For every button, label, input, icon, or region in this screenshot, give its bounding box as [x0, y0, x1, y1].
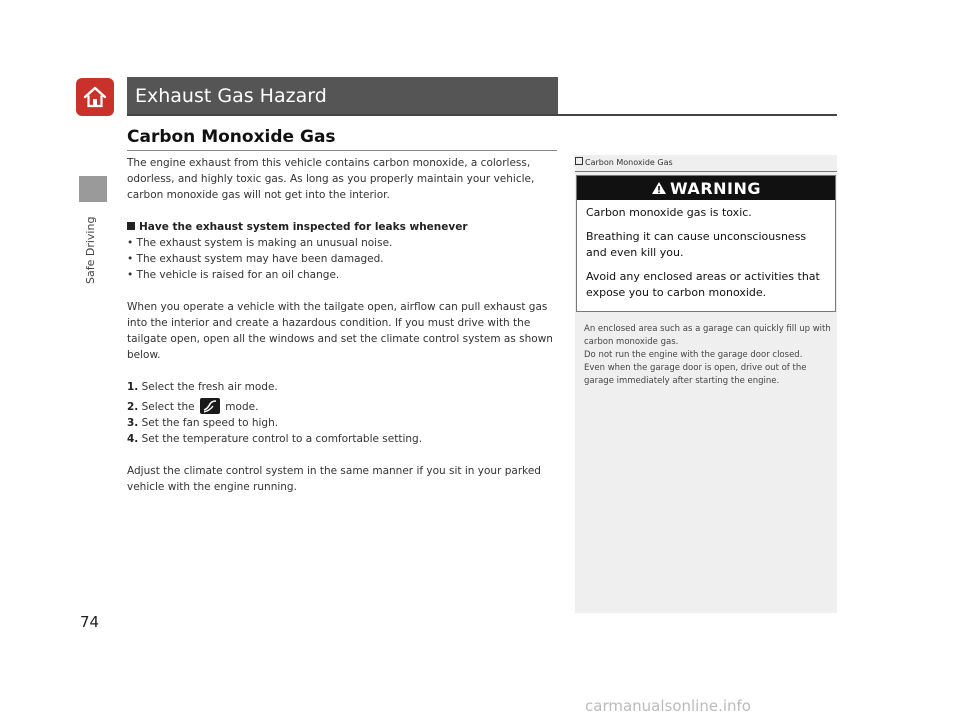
warning-header [577, 176, 835, 200]
step-text: Select the fresh air mode. [141, 381, 278, 393]
step-text: mode. [225, 401, 259, 413]
step-text: Set the fan speed to high. [141, 417, 279, 429]
intro-paragraph: The engine exhaust from this vehicle contains carbon monoxide, a colorless, odorless, and highly toxic gas. As long as you properly maintain your vehicle, carbon monoxide gas will not get into the interior. [127, 157, 535, 201]
page-title-bar [127, 77, 558, 115]
tailgate-paragraph: When you operate a vehicle with the tailgate open, airflow can pull exhaust gas into the interior and create a hazardous condition. If you must drive with the tailgate open, open all the windows and set the climate control system as shown below. [127, 301, 553, 361]
note-heading [575, 157, 837, 172]
list-item: • The vehicle is raised for an oil change. [127, 269, 340, 281]
step-item [127, 379, 559, 395]
section-side-label: Safe Driving [84, 216, 97, 284]
note-line: Do not run the engine with the garage door closed. [584, 350, 803, 360]
step-number: 2. [127, 401, 139, 413]
note-heading-text: Carbon Monoxide Gas [585, 158, 673, 167]
step-text: Select the [141, 401, 195, 413]
step-number: 3. [127, 417, 139, 429]
sidebar-notes-panel [575, 155, 837, 613]
square-bullet-icon [127, 222, 135, 230]
warning-line: Avoid any enclosed areas or activities that expose you to carbon monoxide. [586, 270, 820, 299]
warning-line: Breathing it can cause unconsciousness and even kill you. [586, 230, 807, 259]
note-line: An enclosed area such as a garage can quickly fill up with carbon monoxide gas. [584, 324, 831, 347]
climate-mode-icon [200, 398, 220, 414]
step-item [127, 431, 559, 447]
note-text [584, 323, 832, 388]
page-title: Exhaust Gas Hazard [135, 85, 327, 107]
home-button[interactable] [76, 78, 114, 116]
step-number: 1. [127, 381, 139, 393]
watermark: carmanualsonline.info [585, 697, 751, 715]
home-icon [82, 84, 108, 110]
section-tab[interactable] [79, 176, 107, 202]
warning-box [576, 175, 836, 312]
inspection-heading [127, 219, 559, 235]
step-number: 4. [127, 433, 139, 445]
note-line: Even when the garage door is open, drive out of the garage immediately after starting the engine. [584, 363, 807, 386]
warning-line: Carbon monoxide gas is toxic. [586, 206, 752, 219]
warning-triangle-icon [651, 181, 667, 195]
title-divider [127, 114, 837, 116]
bullet-text: The exhaust system is making an unusual noise. [136, 237, 393, 249]
page-number: 74 [80, 613, 100, 631]
step-item [127, 415, 559, 431]
section-divider [127, 150, 557, 151]
step-item [127, 398, 559, 415]
list-item: • The exhaust system is making an unusual noise. [127, 237, 393, 249]
warning-body [586, 205, 830, 309]
bullet-text: The exhaust system may have been damaged. [136, 253, 384, 265]
step-text: Set the temperature control to a comfortable setting. [141, 433, 423, 445]
warning-label: WARNING [670, 178, 761, 198]
note-reference-icon [575, 157, 583, 165]
section-title: Carbon Monoxide Gas [127, 127, 336, 147]
main-content [127, 155, 559, 495]
adjust-paragraph: Adjust the climate control system in the same manner if you sit in your parked vehicle with the engine running. [127, 465, 541, 493]
inspection-heading-text: Have the exhaust system inspected for leaks whenever [139, 221, 468, 233]
list-item: • The exhaust system may have been damaged. [127, 253, 384, 265]
bullet-text: The vehicle is raised for an oil change. [136, 269, 340, 281]
